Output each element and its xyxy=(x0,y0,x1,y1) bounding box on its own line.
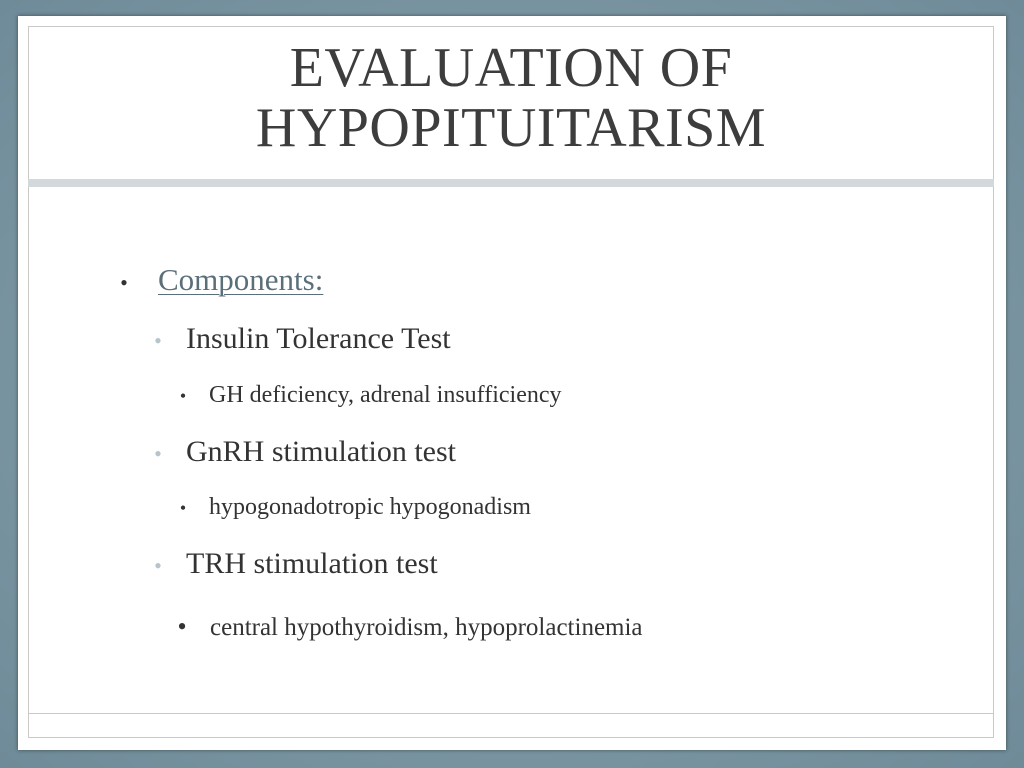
bullet-item xyxy=(144,547,438,581)
bullet-item xyxy=(171,494,531,521)
bullet-item xyxy=(104,262,323,298)
bullet-icon: • xyxy=(154,553,162,578)
title-line-2: HYPOPITUITARISM xyxy=(255,97,767,159)
bullet-text: GH deficiency, adrenal insufficiency xyxy=(209,382,562,408)
slide-content xyxy=(18,16,1006,750)
bullet-icon: • xyxy=(120,270,128,295)
bullet-item xyxy=(171,382,562,409)
bullet-icon: • xyxy=(154,328,162,353)
bullet-item xyxy=(169,612,643,642)
bullet-text: hypogonadotropic hypogonadism xyxy=(209,494,531,520)
bullet-icon: • xyxy=(179,386,187,406)
title-line-1: EVALUATION OF xyxy=(289,37,733,99)
bullet-text: central hypothyroidism, hypoprolactinemia xyxy=(210,614,643,641)
bullet-icon: • xyxy=(177,612,187,641)
bullet-text: Insulin Tolerance Test xyxy=(186,322,451,355)
bullet-text: GnRH stimulation test xyxy=(186,435,456,468)
bullet-item xyxy=(144,435,456,469)
bullet-text: TRH stimulation test xyxy=(186,547,438,580)
bullet-icon: • xyxy=(154,441,162,466)
slide xyxy=(18,16,1006,750)
components-link[interactable]: Components: xyxy=(158,262,324,297)
bullet-icon: • xyxy=(179,498,187,518)
bullet-item xyxy=(144,322,451,356)
